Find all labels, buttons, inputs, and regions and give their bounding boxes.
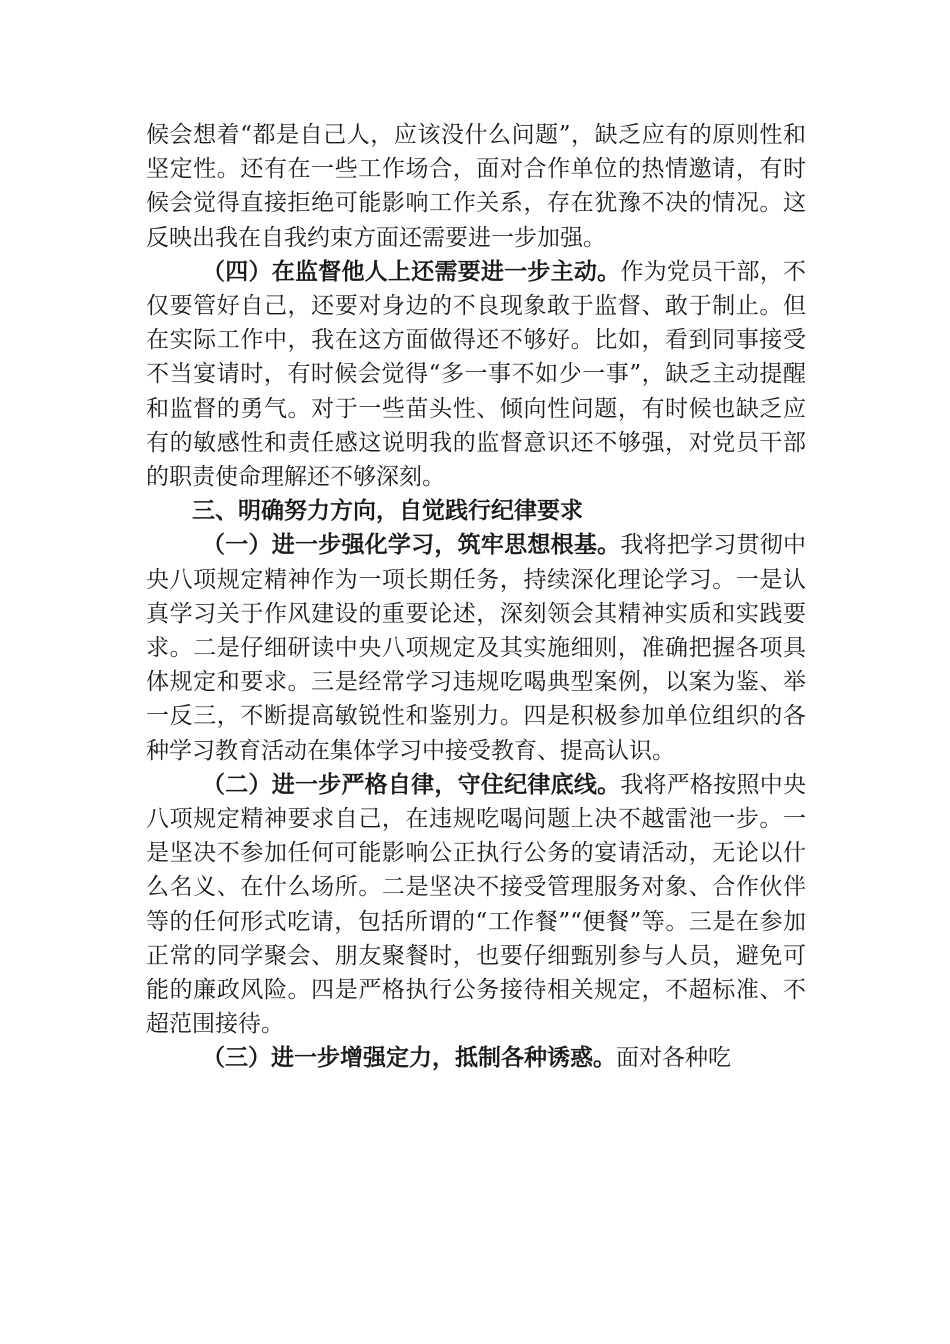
paragraph-body: 我将把学习贯彻中央八项规定精神作为一项长期任务，持续深化理论学习。一是认真学习关于作风建设的重要论述，深刻领会其精神实质和实践要求。二是仔细研读中央八项规定及其实施细则，准确把握各项具体规定和要求。三是经常学习违规吃喝典型案例，以案为鉴、举一反三，不断提高敏锐性和鉴别力。四是积极参加单位组织的各种学习教育活动在集体学习中接受教育、提高认识。	[146, 532, 807, 764]
paragraph-continuation	[146, 118, 806, 255]
paragraph-lead: （三）进一步增强定力，抵制各种诱惑。	[202, 1044, 616, 1072]
document-page	[146, 118, 806, 1076]
paragraph-lead: （四）在监督他人上还需要进一步主动。	[202, 257, 621, 285]
paragraph-study	[146, 528, 806, 767]
paragraph-body: 我将严格按照中央八项规定精神要求自己，在违规吃喝问题上决不越雷池一步。一是坚决不参加任何可能影响公正执行公务的宴请活动，无论以什么名义、在什么场所。二是坚决不接受管理服务对象、合作伙伴等的任何形式吃请，包括所谓的“工作餐”“便餐”等。三是在参加正常的同学聚会、朋友聚餐时，也要仔细甄别参与人员，避免可能的廉政风险。四是严格执行公务接待相关规定，不超标准、不超范围接待。	[146, 771, 807, 1038]
paragraph-lead: （一）进一步强化学习，筑牢思想根基。	[202, 531, 621, 559]
paragraph-supervision	[146, 255, 806, 494]
paragraph-body: 候会想着“都是自己人，应该没什么问题”，缺乏应有的原则性和坚定性。还有在一些工作场合，面对合作单位的热情邀请，有时候会觉得直接拒绝可能影响工作关系，存在犹豫不决的情况。这反映出我在自我约束方面还需要进一步加强。	[146, 122, 806, 251]
paragraph-lead: （二）进一步严格自律，守住纪律底线。	[202, 770, 621, 798]
section-heading: 三、明确努力方向，自觉践行纪律要求	[192, 498, 583, 525]
paragraph-body: 面对各种吃	[616, 1045, 731, 1072]
paragraph-self-discipline	[146, 768, 806, 1042]
paragraph-body: 作为党员干部，不仅要管好自己，还要对身边的不良现象敢于监督、敢于制止。但在实际工作中，我在这方面做得还不够好。比如，看到同事接受不当宴请时，有时候会觉得“多一事不如少一事”，缺乏主动提醒和监督的勇气。对于一些苗头性、倾向性问题，有时候也缺乏应有的敏感性和责任感这说明我的监督意识还不够强，对党员干部的职责使命理解还不够深刻。	[146, 258, 807, 491]
paragraph-resolve	[146, 1041, 806, 1075]
